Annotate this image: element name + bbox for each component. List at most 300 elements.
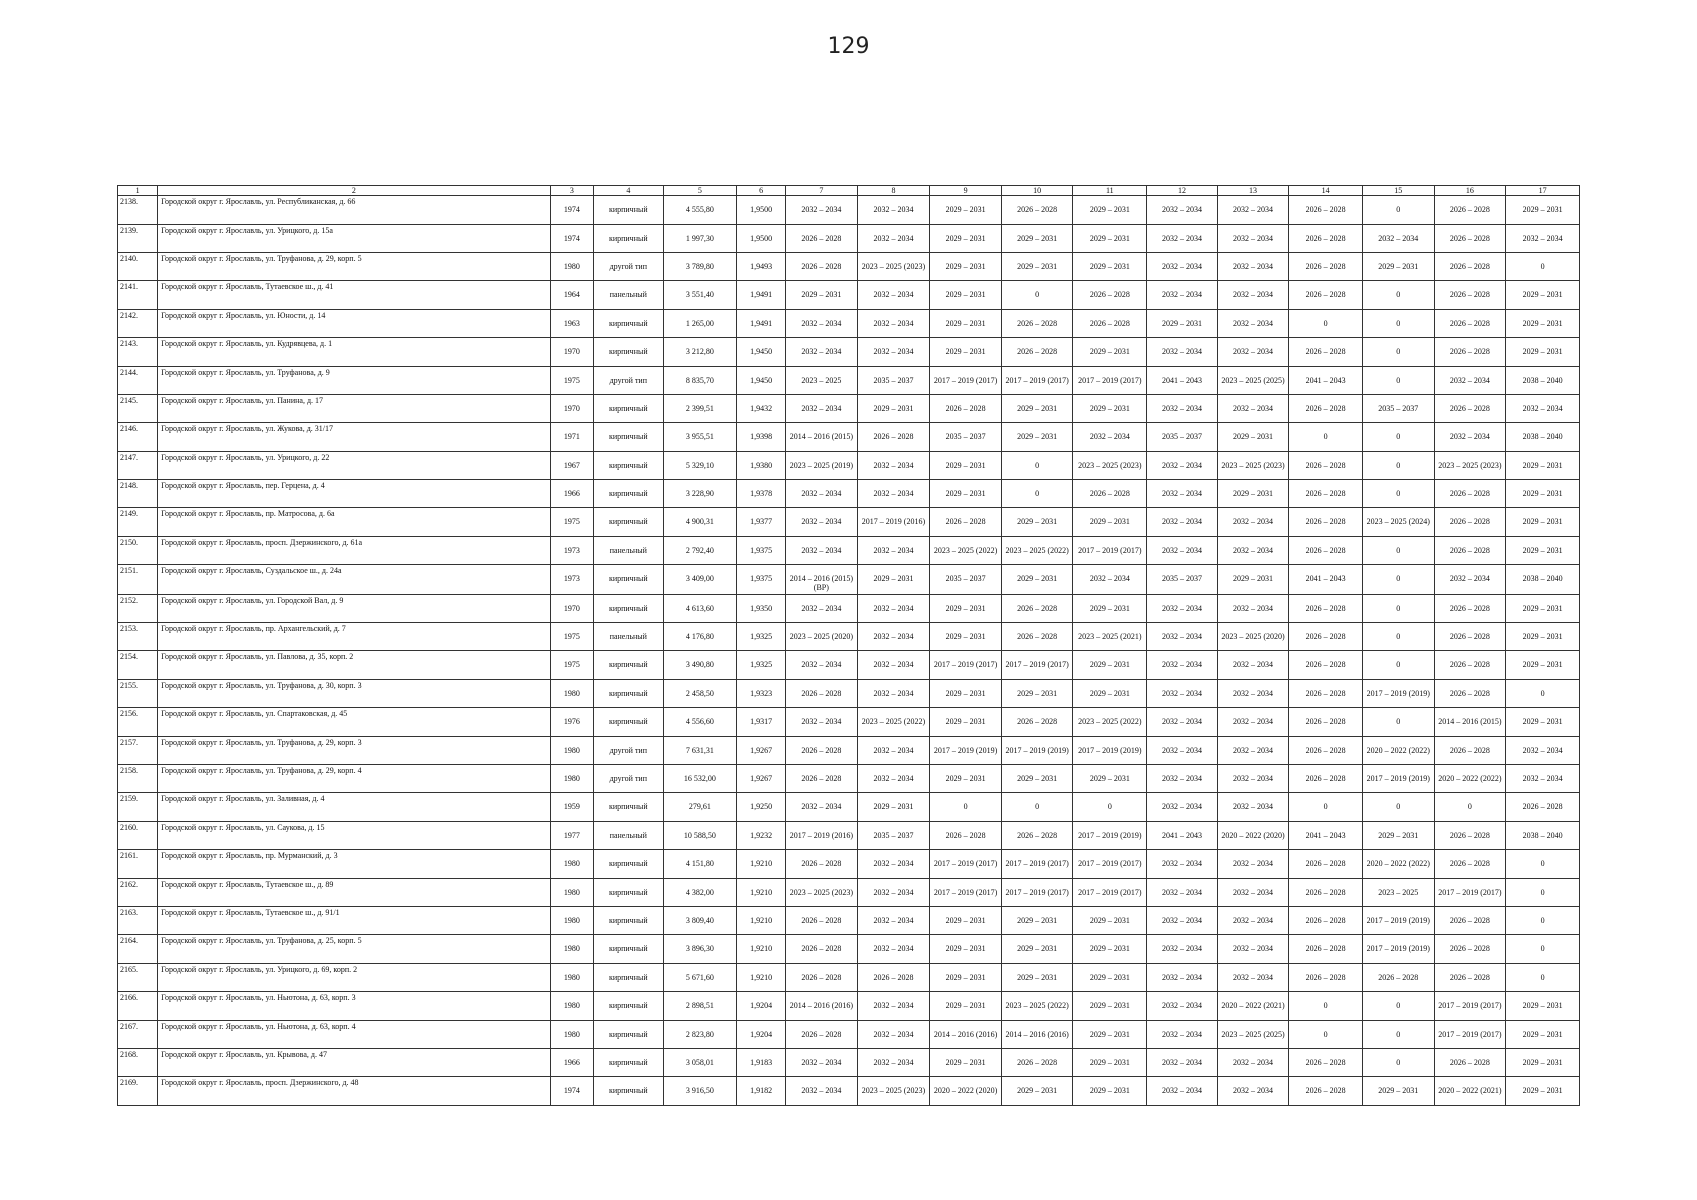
column-number: 8 [857,186,930,196]
table-cell: 16 532,00 [663,764,737,792]
table-row [118,451,1580,479]
row-number: 2159. [118,793,158,821]
table-cell: 2032 – 2034 [1506,736,1580,764]
table-cell: 2032 – 2034 [857,623,930,651]
table-cell: 10 588,50 [663,821,737,849]
column-number: 2 [158,186,551,196]
table-cell: 2026 – 2028 [1289,196,1363,224]
table-cell: 2032 – 2034 [1147,480,1217,508]
column-number-row [118,186,1580,196]
table-cell: 2014 – 2016 (2015) [1434,708,1506,736]
table-cell: 2032 – 2034 [857,1020,930,1048]
table-cell: 2032 – 2034 [1217,394,1289,422]
table-cell: 1,9450 [737,366,786,394]
table-cell: 2 823,80 [663,1020,737,1048]
table-cell: 2029 – 2031 [1073,935,1147,963]
table-cell: 1980 [550,679,593,707]
table-cell: 0 [1001,281,1073,309]
table-cell: 2026 – 2028 [1289,708,1363,736]
table-cell: 2029 – 2031 [1506,1048,1580,1076]
table-cell: 1,9317 [737,708,786,736]
table-row [118,480,1580,508]
table-cell: 2017 – 2019 (2017) [1434,878,1506,906]
table-cell: 2032 – 2034 [857,536,930,564]
table-cell: 2029 – 2031 [1506,480,1580,508]
table-cell: 2032 – 2034 [1147,536,1217,564]
table-cell: 2029 – 2031 [857,394,930,422]
table-cell: 2032 – 2034 [1217,1048,1289,1076]
table-cell: 2032 – 2034 [1147,878,1217,906]
table-cell: 2017 – 2019 (2017) [1073,850,1147,878]
table-cell: 1973 [550,565,593,594]
table-cell: 2029 – 2031 [786,281,858,309]
table-cell: 2020 – 2022 (2020) [930,1077,1002,1105]
table-cell: кирпичный [594,224,663,252]
table-cell: 2026 – 2028 [1289,736,1363,764]
table-cell: 0 [1363,196,1435,224]
table-cell: 2029 – 2031 [930,196,1002,224]
table-row [118,764,1580,792]
address-cell: Городской округ г. Ярославль, ул. Ньютона, д. 63, корп. 4 [158,1020,551,1048]
table-cell: 1980 [550,992,593,1020]
table-cell: 0 [1363,1048,1435,1076]
table-cell: 2032 – 2034 [1506,224,1580,252]
table-cell: 2029 – 2031 [1506,594,1580,622]
table-cell: 1,9375 [737,565,786,594]
table-cell: 2032 – 2034 [1217,252,1289,280]
address-cell: Городской округ г. Ярославль, ул. Спартаковская, д. 45 [158,708,551,736]
table-cell: 2032 – 2034 [1217,309,1289,337]
table-cell: 2035 – 2037 [1147,565,1217,594]
table-cell: 2035 – 2037 [1147,423,1217,451]
table-cell: 2032 – 2034 [1147,281,1217,309]
table-cell: 2032 – 2034 [1217,764,1289,792]
table-cell: панельный [594,821,663,849]
table-cell: 1980 [550,878,593,906]
table-cell: 1964 [550,281,593,309]
table-cell: 2026 – 2028 [930,821,1002,849]
table-cell: 0 [1506,850,1580,878]
table-cell: 0 [1434,793,1506,821]
table-cell: кирпичный [594,309,663,337]
table-cell: 1974 [550,224,593,252]
table-cell: 2026 – 2028 [1001,708,1073,736]
table-cell: 1,9491 [737,281,786,309]
table-cell: 2017 – 2019 (2017) [1001,878,1073,906]
table-cell: 1970 [550,394,593,422]
table-cell: 1 997,30 [663,224,737,252]
table-cell: 2041 – 2043 [1289,366,1363,394]
table-cell: 2026 – 2028 [1289,623,1363,651]
table-cell: 2032 – 2034 [1217,1077,1289,1105]
table-cell: другой тип [594,736,663,764]
table-cell: 1980 [550,252,593,280]
table-cell: 1,9250 [737,793,786,821]
table-cell: 2029 – 2031 [1073,651,1147,679]
table-cell: 2029 – 2031 [1073,906,1147,934]
table-cell: 2026 – 2028 [1434,736,1506,764]
table-cell: 2032 – 2034 [1147,594,1217,622]
table-cell: 2029 – 2031 [930,623,1002,651]
table-cell: 2017 – 2019 (2019) [1363,764,1435,792]
table-cell: 2032 – 2034 [1147,451,1217,479]
table-cell: 2026 – 2028 [1001,821,1073,849]
table-cell: 2032 – 2034 [1217,906,1289,934]
table-cell: 2038 – 2040 [1506,423,1580,451]
table-cell: 1976 [550,708,593,736]
table-cell: 2026 – 2028 [930,394,1002,422]
table-cell: 2017 – 2019 (2017) [1001,651,1073,679]
column-number: 6 [737,186,786,196]
table-cell: 2026 – 2028 [1289,651,1363,679]
table-cell: 2023 – 2025 (2023) [786,878,858,906]
table-cell: 2017 – 2019 (2019) [1073,821,1147,849]
address-cell: Городской округ г. Ярославль, ул. Заливная, д. 4 [158,793,551,821]
table-cell: 2032 – 2034 [786,508,858,536]
table-cell: 2032 – 2034 [1147,736,1217,764]
table-cell: 2026 – 2028 [1434,309,1506,337]
table-row [118,992,1580,1020]
table-cell: 2026 – 2028 [1001,1048,1073,1076]
table-cell: 2029 – 2031 [930,594,1002,622]
table-cell: 2032 – 2034 [1217,793,1289,821]
table-cell: 2023 – 2025 (2023) [1434,451,1506,479]
table-cell: 2029 – 2031 [1506,451,1580,479]
address-cell: Городской округ г. Ярославль, ул. Панина, д. 17 [158,394,551,422]
table-row [118,423,1580,451]
table-cell: 2023 – 2025 (2024) [1363,508,1435,536]
table-cell: 2029 – 2031 [1001,252,1073,280]
address-cell: Городской округ г. Ярославль, Суздальское ш., д. 24а [158,565,551,594]
table-cell: 2023 – 2025 (2023) [1217,451,1289,479]
table-cell: 2032 – 2034 [1147,394,1217,422]
table-row [118,224,1580,252]
table-cell: 2026 – 2028 [1289,480,1363,508]
table-cell: 2026 – 2028 [1001,623,1073,651]
table-cell: 2026 – 2028 [1073,281,1147,309]
table-cell: другой тип [594,252,663,280]
table-cell: 2026 – 2028 [1289,252,1363,280]
table-cell: 2032 – 2034 [1217,935,1289,963]
table-cell: панельный [594,536,663,564]
table-cell: 2026 – 2028 [1289,1077,1363,1105]
table-cell: 2017 – 2019 (2017) [1073,878,1147,906]
table-cell: 2026 – 2028 [1001,338,1073,366]
table-cell: 1,9210 [737,878,786,906]
row-number: 2142. [118,309,158,337]
table-cell: 0 [1363,708,1435,736]
row-number: 2143. [118,338,158,366]
address-cell: Городской округ г. Ярославль, ул. Саукова, д. 15 [158,821,551,849]
table-cell: 2032 – 2034 [857,480,930,508]
table-cell: 1,9377 [737,508,786,536]
table-cell: 2026 – 2028 [786,935,858,963]
table-cell: 1970 [550,338,593,366]
table-cell: 5 329,10 [663,451,737,479]
table-cell: 2029 – 2031 [1073,963,1147,991]
address-cell: Городской округ г. Ярославль, просп. Дзержинского, д. 48 [158,1077,551,1105]
table-cell: 2032 – 2034 [1217,708,1289,736]
table-cell: 2026 – 2028 [1289,906,1363,934]
table-cell: 3 490,80 [663,651,737,679]
table-cell: 2041 – 2043 [1289,821,1363,849]
table-cell: 3 212,80 [663,338,737,366]
table-cell: 2029 – 2031 [930,338,1002,366]
table-cell: кирпичный [594,878,663,906]
table-cell: 2 458,50 [663,679,737,707]
table-cell: кирпичный [594,963,663,991]
table-cell: 2032 – 2034 [786,394,858,422]
address-cell: Городской округ г. Ярославль, ул. Юности, д. 14 [158,309,551,337]
row-number: 2163. [118,906,158,934]
address-cell: Городской округ г. Ярославль, ул. Труфанова, д. 25, корп. 5 [158,935,551,963]
table-cell: 1,9325 [737,623,786,651]
table-cell: 2032 – 2034 [857,850,930,878]
table-cell: 1970 [550,594,593,622]
table-cell: 2032 – 2034 [1147,992,1217,1020]
table-cell: 0 [1289,992,1363,1020]
table-cell: 2032 – 2034 [1434,366,1506,394]
table-cell: кирпичный [594,679,663,707]
table-cell: 2023 – 2025 (2025) [1217,366,1289,394]
table-cell: 1,9500 [737,224,786,252]
table-cell: 1980 [550,850,593,878]
table-cell: 0 [1506,878,1580,906]
column-number: 4 [594,186,663,196]
table-cell: 2029 – 2031 [1363,1077,1435,1105]
row-number: 2144. [118,366,158,394]
table-cell: 1,9210 [737,850,786,878]
table-cell: 2023 – 2025 (2022) [857,708,930,736]
table-cell: 1,9325 [737,651,786,679]
row-number: 2149. [118,508,158,536]
table-cell: 2026 – 2028 [1073,309,1147,337]
table-cell: 2023 – 2025 (2025) [1217,1020,1289,1048]
table-cell: 2023 – 2025 (2023) [857,1077,930,1105]
table-cell: 2032 – 2034 [1073,565,1147,594]
column-number: 11 [1073,186,1147,196]
table-cell: 2032 – 2034 [1363,224,1435,252]
column-number: 9 [930,186,1002,196]
table-cell: 2035 – 2037 [930,423,1002,451]
table-cell: 2017 – 2019 (2017) [1001,850,1073,878]
row-number: 2151. [118,565,158,594]
table-cell: 2026 – 2028 [1434,196,1506,224]
table-cell: 2026 – 2028 [1001,309,1073,337]
table-cell: 2014 – 2016 (2016) [786,992,858,1020]
table-cell: 2032 – 2034 [1147,623,1217,651]
table-cell: 2017 – 2019 (2017) [1434,1020,1506,1048]
table-cell: 2032 – 2034 [1147,1077,1217,1105]
table-cell: 2026 – 2028 [1434,252,1506,280]
table-cell: 2029 – 2031 [1217,565,1289,594]
table-cell: 2023 – 2025 (2022) [1073,708,1147,736]
table-cell: 2029 – 2031 [930,1048,1002,1076]
table-cell: кирпичный [594,338,663,366]
table-cell: 2026 – 2028 [786,906,858,934]
table-cell: 3 228,90 [663,480,737,508]
table-cell: 2029 – 2031 [1073,338,1147,366]
table-cell: 2029 – 2031 [930,480,1002,508]
table-cell: 2032 – 2034 [1217,536,1289,564]
table-cell: 2029 – 2031 [930,906,1002,934]
table-cell: 2017 – 2019 (2019) [1001,736,1073,764]
table-cell: 2023 – 2025 (2023) [1073,451,1147,479]
table-cell: 2029 – 2031 [1073,594,1147,622]
row-number: 2153. [118,623,158,651]
table-cell: 2032 – 2034 [1147,224,1217,252]
table-cell: 2029 – 2031 [1506,338,1580,366]
table-cell: 2029 – 2031 [930,252,1002,280]
table-cell: 2026 – 2028 [786,963,858,991]
row-number: 2141. [118,281,158,309]
table-cell: 2029 – 2031 [1506,708,1580,736]
column-number: 12 [1147,186,1217,196]
table-row [118,565,1580,594]
table-cell: 2032 – 2034 [1147,651,1217,679]
table-cell: 2029 – 2031 [1001,906,1073,934]
table-cell: 2017 – 2019 (2019) [1073,736,1147,764]
table-cell: 2029 – 2031 [1363,252,1435,280]
table-cell: 2026 – 2028 [1434,536,1506,564]
table-cell: 1,9375 [737,536,786,564]
table-row [118,679,1580,707]
address-cell: Городской округ г. Ярославль, ул. Урицкого, д. 22 [158,451,551,479]
row-number: 2160. [118,821,158,849]
table-cell: 2029 – 2031 [1001,394,1073,422]
table-cell: 2023 – 2025 [786,366,858,394]
table-cell: 3 955,51 [663,423,737,451]
table-cell: 2029 – 2031 [1073,224,1147,252]
table-cell: кирпичный [594,651,663,679]
column-number: 3 [550,186,593,196]
table-cell: 2029 – 2031 [1001,423,1073,451]
address-cell: Городской округ г. Ярославль, ул. Республиканская, д. 66 [158,196,551,224]
table-cell: 2014 – 2016 (2016) [930,1020,1002,1048]
table-cell: 0 [1363,793,1435,821]
table-cell: 2035 – 2037 [1363,394,1435,422]
table-cell: 2032 – 2034 [857,594,930,622]
table-cell: 0 [1001,451,1073,479]
table-cell: 2014 – 2016 (2016) [1001,1020,1073,1048]
table-cell: 2029 – 2031 [1073,196,1147,224]
table-cell: 0 [930,793,1002,821]
table-cell: 2026 – 2028 [786,1020,858,1048]
table-cell: 2029 – 2031 [930,451,1002,479]
table-cell: 2032 – 2034 [786,1077,858,1105]
table-row [118,338,1580,366]
table-cell: 4 900,31 [663,508,737,536]
table-cell: 2026 – 2028 [1434,935,1506,963]
table-cell: 2041 – 2043 [1147,366,1217,394]
address-cell: Городской округ г. Ярославль, ул. Труфанова, д. 29, корп. 4 [158,764,551,792]
table-cell: 1,9267 [737,736,786,764]
table-cell: 2026 – 2028 [1434,224,1506,252]
table-cell: 1,9183 [737,1048,786,1076]
table-cell: кирпичный [594,708,663,736]
table-cell: 2032 – 2034 [1147,508,1217,536]
table-row [118,623,1580,651]
table-row [118,793,1580,821]
table-row [118,1048,1580,1076]
column-number: 5 [663,186,737,196]
table-cell: 2017 – 2019 (2017) [930,850,1002,878]
address-cell: Городской округ г. Ярославль, ул. Кудрявцева, д. 1 [158,338,551,366]
table-cell: панельный [594,281,663,309]
table-cell: кирпичный [594,394,663,422]
table-cell: кирпичный [594,793,663,821]
table-cell: 2029 – 2031 [1073,764,1147,792]
table-cell: 2017 – 2019 (2017) [930,366,1002,394]
table-cell: 2032 – 2034 [1217,338,1289,366]
table-cell: 1980 [550,1020,593,1048]
table-cell: 2029 – 2031 [1147,309,1217,337]
table-cell: 2032 – 2034 [1073,423,1147,451]
row-number: 2157. [118,736,158,764]
table-cell: 2029 – 2031 [1506,196,1580,224]
address-cell: Городской округ г. Ярославль, пр. Мурманский, д. 3 [158,850,551,878]
table-cell: 2026 – 2028 [786,736,858,764]
table-cell: 1980 [550,906,593,934]
table-cell: 2035 – 2037 [857,366,930,394]
table-cell: 2032 – 2034 [857,679,930,707]
table-cell: 7 631,31 [663,736,737,764]
table-cell: 2032 – 2034 [857,764,930,792]
table-cell: 2032 – 2034 [1147,764,1217,792]
table-row [118,1077,1580,1105]
address-cell: Городской округ г. Ярославль, пр. Матросова, д. 6а [158,508,551,536]
table-cell: 2026 – 2028 [1434,623,1506,651]
row-number: 2139. [118,224,158,252]
table-cell: 2029 – 2031 [1217,423,1289,451]
table-cell: 2029 – 2031 [1506,309,1580,337]
table-cell: 2017 – 2019 (2019) [930,736,1002,764]
table-cell: 1,9398 [737,423,786,451]
row-number: 2148. [118,480,158,508]
table-cell: 2029 – 2031 [1363,821,1435,849]
table-cell: кирпичный [594,594,663,622]
table-cell: 2026 – 2028 [1289,1048,1363,1076]
table-cell: 1974 [550,196,593,224]
table-row [118,196,1580,224]
table-cell: 2029 – 2031 [1073,394,1147,422]
table-cell: 0 [1289,423,1363,451]
table-cell: 2 898,51 [663,992,737,1020]
table-cell: 0 [1506,906,1580,934]
table-cell: 2026 – 2028 [1289,935,1363,963]
table-cell: 2032 – 2034 [857,309,930,337]
table-cell: 0 [1363,565,1435,594]
table-cell: 1,9380 [737,451,786,479]
address-cell: Городской округ г. Ярославль, ул. Жукова, д. 31/17 [158,423,551,451]
table-cell: 0 [1363,309,1435,337]
table-row [118,508,1580,536]
address-cell: Городской округ г. Ярославль, пр. Архангельский, д. 7 [158,623,551,651]
row-number: 2168. [118,1048,158,1076]
table-cell: 2026 – 2028 [1001,594,1073,622]
table-cell: 2032 – 2034 [1147,196,1217,224]
table-row [118,252,1580,280]
table-cell: 2026 – 2028 [786,679,858,707]
table-cell: 2029 – 2031 [1506,623,1580,651]
table-cell: кирпичный [594,1048,663,1076]
table-cell: 2029 – 2031 [930,281,1002,309]
table-cell: 2029 – 2031 [1073,252,1147,280]
table-cell: 2038 – 2040 [1506,565,1580,594]
table-cell: 3 916,50 [663,1077,737,1105]
table-cell: 3 551,40 [663,281,737,309]
table-cell: кирпичный [594,480,663,508]
